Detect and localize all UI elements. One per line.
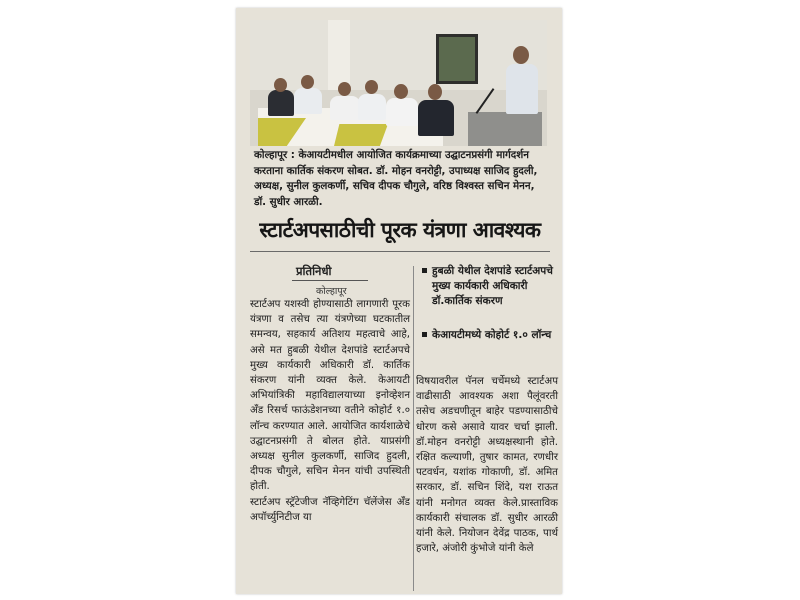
column-divider [413, 266, 414, 591]
article-paragraph-2: स्टार्टअप स्ट्रॅटेजीज नॅव्हिगेटिंग चॅलेंजेस ॲंड अपॉर्च्युनिटीज या [250, 496, 410, 523]
byline: प्रतिनिधी [296, 264, 332, 278]
highlight-text: केआयटीमध्ये कोहोर्ट १.० लॉन्च [432, 329, 552, 341]
article-paragraph-1: स्टार्टअप यशस्वी होण्यासाठी लागणारी पूरक यंत्रणा व तसेच त्या यंत्रणेच्या घटकातील समन्वय, सहकार्य अतिशय महत्वाचे आहे, असे मत हुबळी येथील देशपांडे स्टार्टअपचे मुख्य कार्यकारी अधिकारी डॉ. कार्तिक संकरण यांनी व्यक्त केले. केआयटी अभियांत्रिकी महाविद्यालयाच्या इनोव्हेशन ॲंड रिसर्च फाऊंडेशनच्या वतीने कोहोर्ट १.० लॉन्च करण्यात आले. आयोजित कार्यशाळेचे उद्घाटनप्रसंगी ते बोलत होते. याप्रसंगी अध्यक्ष सुनील कुलकर्णी, साजिद हुदली, दीपक चौगुले, सचिन मेनन यांची उपस्थिती होती. [250, 299, 410, 493]
highlight-item [422, 328, 567, 343]
bullet-icon [422, 268, 427, 273]
event-photo [250, 20, 547, 146]
podium [468, 112, 542, 146]
photo-caption: कोल्हापूर : केआयटीमधील आयोजित कार्यक्रमाच्या उद्घाटनप्रसंगी मार्गदर्शन करताना कार्तिक संकरण सोबत. डॉ. मोहन वनरोट्टी, उपाध्यक्ष साजिद हुदली, अध्यक्ष, सुनील कुलकर्णी, सचिव दीपक चौगुले, वरिष्ठ विश्वस्त सचिन मेनन, डॉ. सुधीर आरळी. [254, 149, 538, 208]
article-left-column [250, 297, 410, 525]
bullet-icon [422, 332, 427, 337]
highlight-item [422, 264, 567, 308]
dateline-place: कोल्हापूर [316, 286, 347, 297]
article-paragraph-3: विषयावरील पॅनल चर्चेमध्ये स्टार्टअप वाढीसाठी आवश्यक अशा पैलूंवरती तसेच अडचणीतून बाहेर पडण्यासाठीचे धोरण कसे असावे यावर चर्चा झाली. डॉ.मोहन वनरोट्टी अध्यक्षस्थानी होते. रक्षित कल्याणी, तुषार कामत, रणधीर पटवर्धन, यशांक गोकाणी, डॉ. अमित सरकार, डॉ. सचिन शिंदे, यश राऊत यांनी मनोगत व्यक्त केले.प्रास्ताविक कार्यकारी संचालक डॉ. सुधीर आरळी यांनी केले. नियोजन देवेंद्र पाठक, पार्थ हजारे, अंजोरी कुंभोजे यांनी केले [416, 376, 558, 555]
byline-divider [292, 280, 368, 281]
wall-frame [436, 34, 478, 84]
newspaper-clipping [236, 8, 562, 594]
headline: स्टार्टअपसाठीची पूरक यंत्रणा आवश्यक [259, 218, 541, 242]
microphone [476, 88, 495, 114]
highlight-text: हुबळी येथील देशपांडे स्टार्टअपचे मुख्य कार्यकारी अधिकारी डॉ.कार्तिक संकरण [432, 265, 553, 307]
article-right-column [416, 374, 558, 556]
headline-divider [250, 251, 550, 252]
